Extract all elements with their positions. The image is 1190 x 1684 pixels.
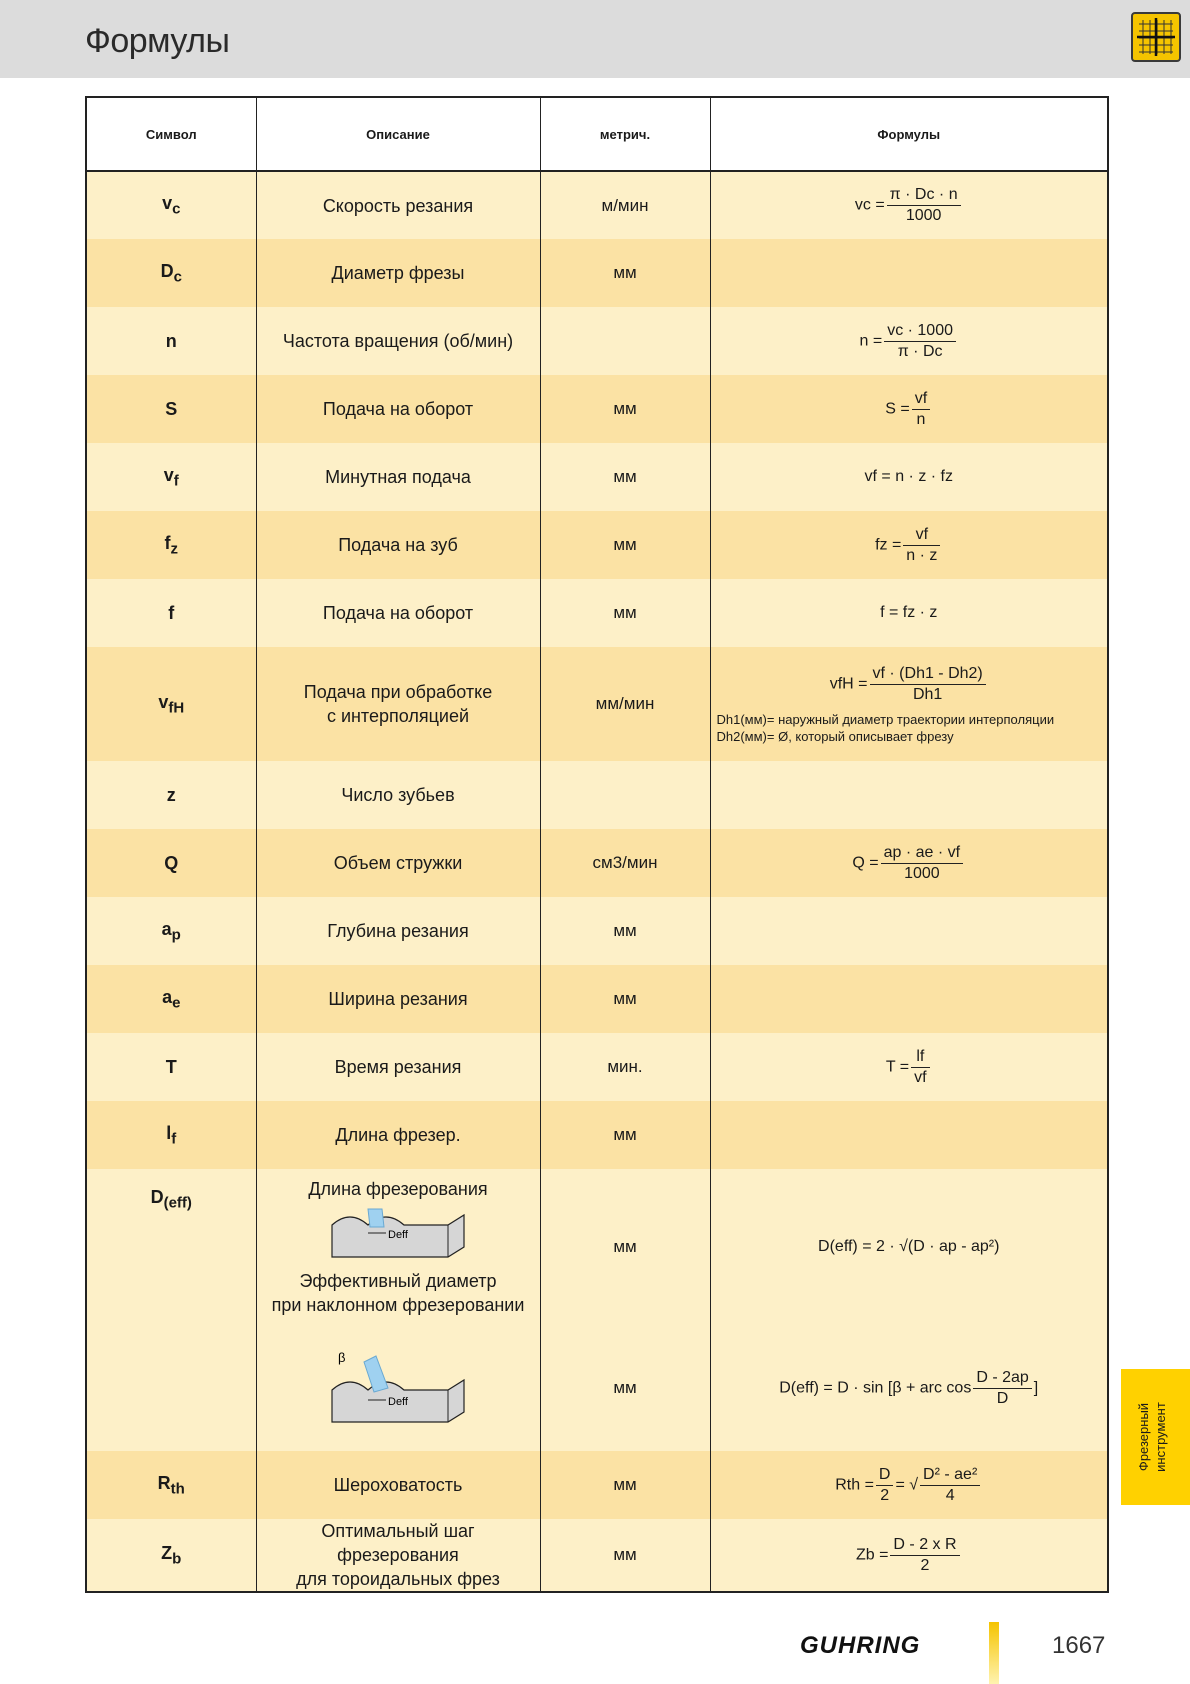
row-description: Подача на оборот [256, 375, 540, 443]
row-unit: мм [540, 965, 710, 1033]
row-formula: vfH = $\frac{vf \cdot (Dh1 - Dh2)}{Dh1}$ Dh1(мм)= наружный диаметр траектории интерполяции Dh2(мм)= Ø, который описывает фрезу [710, 647, 1108, 761]
row-unit: мм [540, 1101, 710, 1169]
row-symbol: $a_e$ [86, 965, 256, 1033]
row-formula: vf = n · z · fz [710, 443, 1108, 511]
table-row [86, 761, 1108, 829]
row-description: Подача на оборот [256, 579, 540, 647]
row-formula [710, 897, 1108, 965]
row-symbol: Q [86, 829, 256, 897]
table-row [86, 511, 1108, 579]
row-unit: мм [540, 511, 710, 579]
table-row [86, 647, 1108, 761]
column-header-symbol: Символ [86, 97, 256, 171]
row-description: Длина фрезер. [256, 1101, 540, 1169]
table-row [86, 239, 1108, 307]
table-row [86, 965, 1108, 1033]
row-formula: D(eff) = D · sin [β + arc cos $\frac{D - 2ap}{D}$ ] [710, 1325, 1108, 1451]
row-unit: мм/мин [540, 647, 710, 761]
row-symbol: $v_{fH}$ [86, 647, 256, 761]
table-row [86, 897, 1108, 965]
row-symbol: f [86, 579, 256, 647]
row-symbol: S [86, 375, 256, 443]
table-row [86, 1101, 1108, 1169]
row-formula [710, 1101, 1108, 1169]
table-row [86, 1519, 1108, 1592]
row-symbol: $l_f$ [86, 1101, 256, 1169]
row-description: Шероховатость [256, 1451, 540, 1519]
row-description: Число зубьев [256, 761, 540, 829]
row-formula: Zb = $\frac{\text{D - 2 x R}}{2}$ [710, 1519, 1108, 1592]
column-header-unit: метрич. [540, 97, 710, 171]
page-title: Формулы [85, 22, 230, 60]
table-row [86, 307, 1108, 375]
row-formula: Q = $\frac{ap \cdot ae \cdot vf}{1000}$ [710, 829, 1108, 897]
row-description: Подача при обработке с интерполяцией [256, 647, 540, 761]
row-description: Длина фрезерования Deff Эффективный диаметр при наклонном фрезеровании [256, 1169, 540, 1325]
table-row [86, 443, 1108, 511]
row-description: Оптимальный шаг фрезерования для тороидальных фрез [256, 1519, 540, 1592]
row-formula: fz = $\frac{vf}{n \cdot z}$ [710, 511, 1108, 579]
row-symbol: $D_{(eff)}$ [86, 1169, 256, 1451]
table-row [86, 829, 1108, 897]
row-symbol: $v_f$ [86, 443, 256, 511]
row-unit: мм [540, 1169, 710, 1325]
row-description: Глубина резания [256, 897, 540, 965]
header-bar [0, 0, 1190, 78]
formulas-table [85, 96, 1109, 1593]
row-unit: мм [540, 579, 710, 647]
row-formula: vc = $\frac{\pi \cdot Dc \cdot n}{1000}$ [710, 171, 1108, 239]
row-symbol: $R_{th}$ [86, 1451, 256, 1519]
row-description: Подача на зуб [256, 511, 540, 579]
svg-text:β: β [338, 1350, 346, 1365]
row-unit: мм [540, 897, 710, 965]
svg-text:Deff: Deff [388, 1396, 408, 1408]
row-formula: D(eff) = 2 · √(D · ap - ap²) [710, 1169, 1108, 1325]
column-header-formula: Формулы [710, 97, 1108, 171]
row-symbol: z [86, 761, 256, 829]
row-unit: м/мин [540, 171, 710, 239]
row-formula: Rth = $\frac{D}{2}$ = √ $\frac{\text{D² - ae²}}{4}$ [710, 1451, 1108, 1519]
svg-text:Deff: Deff [388, 1229, 408, 1241]
row-unit [540, 307, 710, 375]
row-description: Минутная подача [256, 443, 540, 511]
table-row [86, 579, 1108, 647]
row-description: Частота вращения (об/мин) [256, 307, 540, 375]
row-formula: T = $\frac{lf}{vf}$ [710, 1033, 1108, 1101]
table-row [86, 171, 1108, 239]
row-symbol: $Z_b$ [86, 1519, 256, 1592]
row-unit: мм [540, 239, 710, 307]
formula-note: Dh1(мм)= наружный диаметр траектории интерполяции [716, 711, 1055, 727]
row-description: Ширина резания [256, 965, 540, 1033]
row-description: Время резания [256, 1033, 540, 1101]
row-formula [710, 965, 1108, 1033]
table-row-deff [86, 1169, 1108, 1325]
row-symbol: T [86, 1033, 256, 1101]
row-unit: мм [540, 375, 710, 443]
row-symbol: $v_c$ [86, 171, 256, 239]
row-formula [710, 761, 1108, 829]
row-unit: мм [540, 1451, 710, 1519]
row-unit: мм [540, 1325, 710, 1451]
row-formula [710, 239, 1108, 307]
row-formula: f = fz · z [710, 579, 1108, 647]
inclined-milling-diagram-figure [328, 1348, 468, 1428]
table-row [86, 1033, 1108, 1101]
row-description: Диаметр фрезы [256, 239, 540, 307]
row-description: Объем стружки [256, 829, 540, 897]
grid-measure-icon [1131, 12, 1181, 62]
row-formula: S = $\frac{vf}{n}$ [710, 375, 1108, 443]
row-symbol: $D_c$ [86, 239, 256, 307]
formula-note: Dh2(мм)= Ø, который описывает фрезу [716, 728, 954, 744]
table-header-row [86, 97, 1108, 171]
row-unit: мм [540, 1519, 710, 1592]
row-formula: n = $\frac{vc \cdot 1000}{\pi \cdot Dc}$ [710, 307, 1108, 375]
table-row [86, 1451, 1108, 1519]
table-row [86, 375, 1108, 443]
row-unit [540, 761, 710, 829]
row-symbol: n [86, 307, 256, 375]
page-number: 1667 [1052, 1632, 1106, 1659]
brand-logo: GUHRING [800, 1632, 921, 1659]
row-description: Скорость резания [256, 171, 540, 239]
brand-accent-bar [989, 1622, 999, 1684]
milling-diagram-figure [328, 1207, 468, 1263]
row-unit: мм [540, 443, 710, 511]
row-unit: мин. [540, 1033, 710, 1101]
row-unit: см3/мин [540, 829, 710, 897]
row-description [256, 1325, 540, 1451]
row-symbol: $f_z$ [86, 511, 256, 579]
column-header-description: Описание [256, 97, 540, 171]
section-side-tab-label: Фрезерный инструмент [1136, 1402, 1168, 1472]
row-symbol: $a_p$ [86, 897, 256, 965]
